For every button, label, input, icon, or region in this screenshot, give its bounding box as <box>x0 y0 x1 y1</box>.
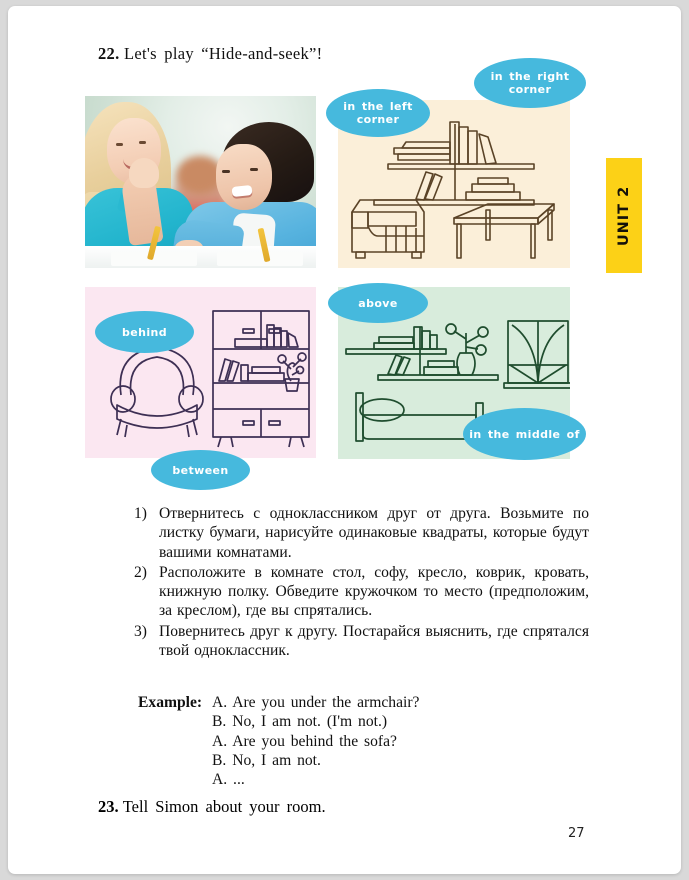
example-line: B. No, I am not. <box>212 751 321 769</box>
example-row <box>138 693 419 712</box>
unit-tab-label: UNIT 2 <box>616 185 632 246</box>
task-23-heading <box>98 797 326 817</box>
boy-face <box>216 144 272 210</box>
girl-hand <box>129 158 159 188</box>
boy-eye-right <box>250 168 258 171</box>
example-row <box>138 770 419 789</box>
textbook-page <box>8 6 681 874</box>
instruction-text: Отвернитесь с одноклассником друг от друга. Возьмите по листку бумаги, нарисуйте одинаковые квадраты, которые будут вашими комнатами. <box>159 505 589 561</box>
example-label: Example: <box>138 694 203 711</box>
example-block <box>138 693 419 789</box>
paper-sheet <box>217 252 303 266</box>
instruction-item <box>134 504 589 562</box>
instruction-list <box>134 504 589 661</box>
classroom-photo <box>85 96 316 268</box>
bubble-in-the-left-corner: in the left corner <box>326 89 430 137</box>
task-22-number: 22. <box>98 44 120 63</box>
task-23-number: 23. <box>98 797 119 816</box>
example-indent <box>138 732 212 751</box>
instruction-text: Повернитесь друг к другу. Постарайся выяснить, где спрятался твой одноклассник. <box>159 622 589 660</box>
instruction-item <box>134 563 589 621</box>
bubble-in-the-middle-of: in the middle of <box>463 408 586 460</box>
desk-surface <box>85 246 316 268</box>
bubble-in-the-right-corner: in the right corner <box>474 58 586 108</box>
page-number: 27 <box>568 826 585 841</box>
example-line: A. ... <box>212 771 245 789</box>
bubble-behind: behind <box>95 311 194 353</box>
example-indent <box>138 751 212 770</box>
example-indent <box>138 712 212 731</box>
task-23-title: Tell Simon about your room. <box>122 797 326 816</box>
example-row <box>138 751 419 770</box>
example-line: B. No, I am not. (I'm not.) <box>212 713 388 731</box>
girl-eye-left <box>116 143 123 146</box>
instruction-marker: 2) <box>134 563 147 581</box>
unit-tab <box>606 158 642 273</box>
example-row <box>138 712 419 731</box>
instruction-text: Расположите в комнате стол, софу, кресло, коврик, кровать, книжную полку. Обведите кружочком то место (предположим, за креслом), где вы спрятались. <box>159 563 589 620</box>
task-22-title: Let's play “Hide-and-seek”! <box>123 44 323 63</box>
instruction-marker: 3) <box>134 622 147 640</box>
bubble-above: above <box>328 283 428 323</box>
boy-eye-left <box>222 170 230 173</box>
example-row <box>138 732 419 751</box>
example-line: A. Are you under the armchair? <box>212 694 420 711</box>
girl-eye-right <box>139 141 146 144</box>
task-22-heading <box>98 44 322 64</box>
bubble-between: between <box>151 450 250 490</box>
instruction-marker: 1) <box>134 505 147 522</box>
example-indent <box>138 770 212 789</box>
example-line: A. Are you behind the sofa? <box>212 732 397 750</box>
instruction-item <box>134 622 589 661</box>
